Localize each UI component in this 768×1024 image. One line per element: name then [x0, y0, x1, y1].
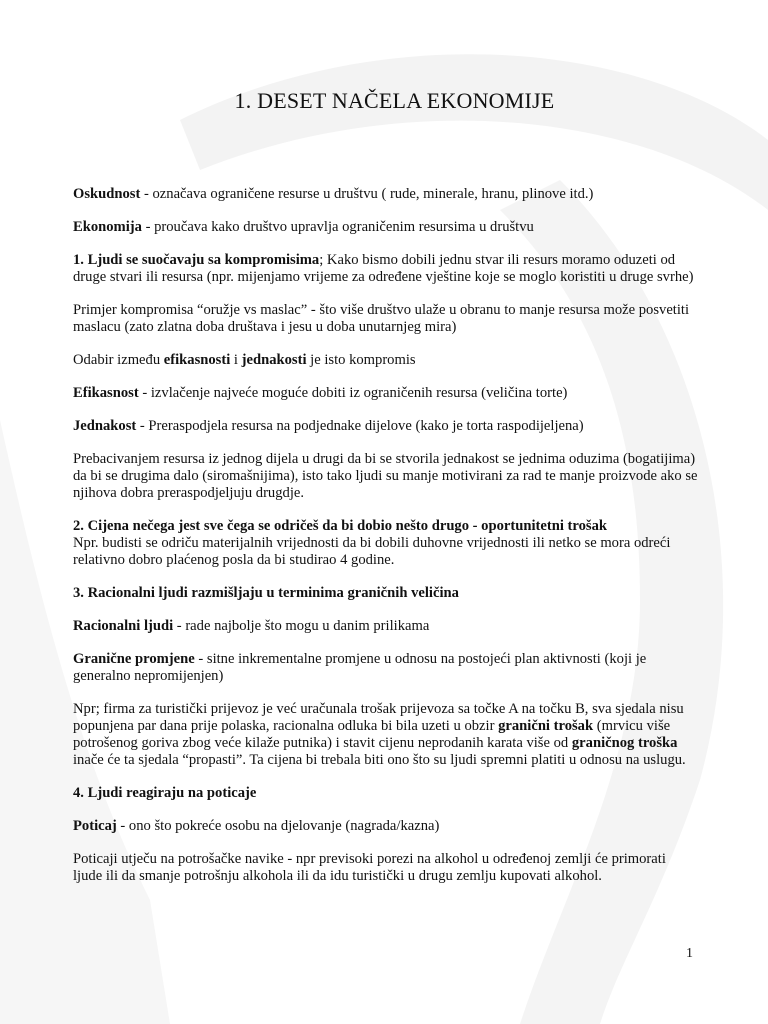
document-body [73, 186, 698, 901]
paragraph-principle-2: 2. Cijena nečega jest sve čega se odričeš da bi dobio nešto drugo - oportunitetni trošak Npr. budisti se odriču materijalnih vrijednosti da bi dobili duhovne vrijednosti ili netko se mora odreći relativno dobro plaćenog posla da bi studirao 4 godine. [73, 518, 671, 568]
term-ekonomija: Ekonomija [73, 219, 142, 235]
term-granicne-promjene: Granične promjene [73, 651, 195, 667]
paragraph-racionalni: Racionalni ljudi - rade najbolje što mogu u danim prilikama [73, 618, 430, 634]
paragraph-odabir: Odabir između efikasnosti i jednakosti je isto kompromis [73, 352, 416, 368]
term-efikasnost: Efikasnost [73, 385, 139, 401]
page-number: 1 [686, 946, 693, 961]
paragraph-granicne: Granične promjene - sitne inkrementalne promjene u odnosu na postojeći plan aktivnosti (koji je generalno nepromijenjen) [73, 651, 647, 684]
term-racionalni-ljudi: Racionalni ljudi [73, 618, 174, 634]
paragraph-ekonomija: Ekonomija - proučava kako društvo upravlja ograničenim resursima u društvu [73, 219, 534, 235]
page-title: 1. DESET NAČELA EKONOMIJE [234, 88, 555, 113]
term-poticaj: Poticaj [73, 818, 117, 834]
paragraph-principle-4 [73, 785, 698, 802]
term-jednakost: Jednakost [73, 418, 137, 434]
heading-principle-4: 4. Ljudi reagiraju na poticaje [73, 785, 257, 801]
paragraph-prebacivanje: Prebacivanjem resursa iz jednog dijela u drugi da bi se stvorila jednakost se jednima oduzima (bogatijima) da bi se drugima dalo (siromašnijima), isto tako ljudi su manje motivirani za rad te manje proizvode ako se njihova dobra preraspodjeljuju drugdje. [73, 451, 698, 501]
paragraph-poticaji-example: Poticaji utječu na potrošačke navike - npr previsoki porezi na alkohol u određenoj zemlji će primorati ljude ili da smanje potrošnju alkohola ili da idu turistički u drugu zemlju kupovati alkohol. [73, 851, 666, 884]
paragraph-oskudnost: Oskudnost - označava ograničene resurse u društvu ( rude, minerale, hranu, plinove itd.) [73, 186, 594, 202]
paragraph-kompromis-example: Primjer kompromisa “oružje vs maslac” - što više društvo ulaže u obranu to manje resursa može posvetiti maslacu (zato zlatna doba društava i jesu u doba unutarnjeg mira) [73, 302, 690, 335]
paragraph-principle-3 [73, 585, 698, 602]
paragraph-granicni-example: Npr; firma za turistički prijevoz je već uračunala trošak prijevoza sa točke A na točku B, sva sjedala nisu popunjena par dana prije polaska, racionalna odluka bi bila uzeti u obzir granični trošak (mrvicu više potrošenog goriva zbog veće kilaže putnika) i stavit cijenu neprodanih karata više od graničnog troška inače će ta sjedala “propasti”. Ta cijena bi trebala biti ono što su ljudi spremni platiti u odnosu na uslugu. [73, 701, 686, 768]
paragraph-efikasnost: Efikasnost - izvlačenje najveće moguće dobiti iz ograničenih resursa (veličina torte) [73, 385, 568, 401]
paragraph-principle-1: 1. Ljudi se suočavaju sa kompromisima; Kako bismo dobili jednu stvar ili resurs moramo oduzeti od druge stvari ili resursa (npr. mijenjamo vrijeme za određene vještine koje se moglo koristiti u druge svrhe) [73, 252, 694, 285]
heading-principle-1: 1. Ljudi se suočavaju sa kompromisima [73, 252, 320, 268]
term-oskudnost: Oskudnost [73, 186, 141, 202]
heading-principle-3: 3. Racionalni ljudi razmišljaju u terminima graničnih veličina [73, 585, 459, 601]
paragraph-jednakost: Jednakost - Preraspodjela resursa na podjednake dijelove (kako je torta raspodijeljena) [73, 418, 584, 434]
heading-principle-2: 2. Cijena nečega jest sve čega se odričeš da bi dobio nešto drugo - oportunitetni trošak [73, 518, 607, 534]
paragraph-poticaj: Poticaj - ono što pokreće osobu na djelovanje (nagrada/kazna) [73, 818, 440, 834]
